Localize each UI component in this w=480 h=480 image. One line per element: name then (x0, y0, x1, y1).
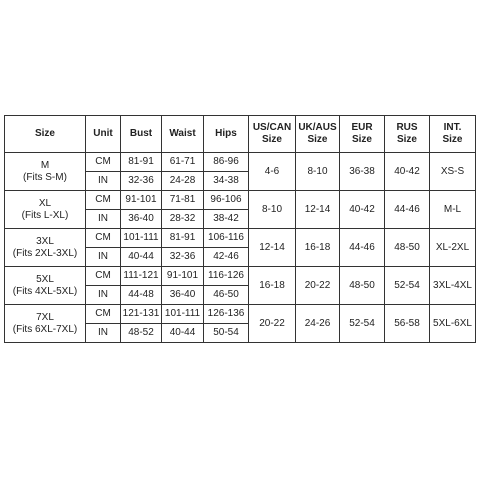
waist-cell: 36-40 (162, 286, 204, 305)
size-chart-table (4, 115, 476, 343)
hips-cell: 96-106 (204, 191, 249, 210)
size-fits: (Fits S-M) (23, 171, 67, 183)
waist-cell: 101-111 (162, 305, 204, 324)
rus-size-cell: 48-50 (385, 229, 430, 267)
size-name: XL (38, 197, 52, 209)
header-unit (86, 116, 121, 153)
bust-cell: 44-48 (121, 286, 162, 305)
bust-cell: 121-131 (121, 305, 162, 324)
us-can-size-cell: 12-14 (249, 229, 296, 267)
header-unit-line: Unit (93, 128, 113, 139)
hips-cell: 38-42 (204, 210, 249, 229)
rus-size-cell: 44-46 (385, 191, 430, 229)
header-waist-line: Waist (169, 128, 196, 139)
waist-cell: 91-101 (162, 267, 204, 286)
header-eur-size-line: EUR (351, 122, 373, 133)
eur-size-cell: 52-54 (340, 305, 385, 343)
size-fits: (Fits 2XL-3XL) (12, 247, 78, 259)
int-size-cell: M-L (430, 191, 476, 229)
header-rus-size-line: Size (396, 134, 417, 145)
bust-cell: 48-52 (121, 324, 162, 343)
header-rus-size-line: RUS (396, 122, 418, 133)
table-row (5, 191, 476, 210)
header-eur-size (340, 116, 385, 153)
uk-aus-size-cell: 16-18 (296, 229, 340, 267)
size-label-cell (5, 229, 86, 267)
bust-cell: 101-111 (121, 229, 162, 248)
header-us-can-size-line: US/CAN (252, 122, 292, 133)
us-can-size-cell: 4-6 (249, 153, 296, 191)
header-int-size-line: INT. (443, 122, 462, 133)
unit-cell: IN (86, 210, 121, 229)
header-uk-aus-size (296, 116, 340, 153)
hips-cell: 42-46 (204, 248, 249, 267)
int-size-cell: XS-S (430, 153, 476, 191)
table-row (5, 267, 476, 286)
int-size-cell: 3XL-4XL (430, 267, 476, 305)
size-name: M (40, 159, 50, 171)
bust-cell: 40-44 (121, 248, 162, 267)
waist-cell: 81-91 (162, 229, 204, 248)
header-rus-size (385, 116, 430, 153)
hips-cell: 86-96 (204, 153, 249, 172)
rus-size-cell: 40-42 (385, 153, 430, 191)
size-name: 5XL (36, 273, 54, 285)
header-size-line: Size (34, 128, 55, 139)
uk-aus-size-cell: 12-14 (296, 191, 340, 229)
size-fits: (Fits 6XL-7XL) (12, 323, 78, 335)
waist-cell: 32-36 (162, 248, 204, 267)
size-name: 3XL (36, 235, 54, 247)
uk-aus-size-cell: 8-10 (296, 153, 340, 191)
size-label-cell (5, 267, 86, 305)
hips-cell: 106-116 (204, 229, 249, 248)
eur-size-cell: 36-38 (340, 153, 385, 191)
unit-cell: IN (86, 248, 121, 267)
hips-cell: 34-38 (204, 172, 249, 191)
header-eur-size-line: Size (351, 134, 372, 145)
hips-cell: 46-50 (204, 286, 249, 305)
table-row (5, 229, 476, 248)
eur-size-cell: 44-46 (340, 229, 385, 267)
bust-cell: 81-91 (121, 153, 162, 172)
us-can-size-cell: 8-10 (249, 191, 296, 229)
waist-cell: 61-71 (162, 153, 204, 172)
eur-size-cell: 40-42 (340, 191, 385, 229)
unit-cell: CM (86, 153, 121, 172)
unit-cell: IN (86, 324, 121, 343)
header-waist (162, 116, 204, 153)
uk-aus-size-cell: 20-22 (296, 267, 340, 305)
waist-cell: 28-32 (162, 210, 204, 229)
hips-cell: 126-136 (204, 305, 249, 324)
size-fits: (Fits 4XL-5XL) (12, 285, 78, 297)
chart-body (5, 153, 476, 343)
bust-cell: 36-40 (121, 210, 162, 229)
bust-cell: 32-36 (121, 172, 162, 191)
table-row (5, 153, 476, 172)
header-int-size-line: Size (442, 134, 463, 145)
rus-size-cell: 56-58 (385, 305, 430, 343)
unit-cell: IN (86, 286, 121, 305)
unit-cell: CM (86, 305, 121, 324)
size-label-cell (5, 153, 86, 191)
header-bust-line: Bust (129, 128, 153, 139)
waist-cell: 24-28 (162, 172, 204, 191)
header-us-can-size (249, 116, 296, 153)
unit-cell: CM (86, 191, 121, 210)
hips-cell: 116-126 (204, 267, 249, 286)
header-bust (121, 116, 162, 153)
table-row (5, 305, 476, 324)
header-uk-aus-size-line: UK/AUS (298, 122, 337, 133)
header-uk-aus-size-line: Size (307, 134, 328, 145)
header-row (5, 116, 476, 153)
us-can-size-cell: 20-22 (249, 305, 296, 343)
uk-aus-size-cell: 24-26 (296, 305, 340, 343)
us-can-size-cell: 16-18 (249, 267, 296, 305)
header-hips-line: Hips (215, 128, 237, 139)
header-hips (204, 116, 249, 153)
waist-cell: 40-44 (162, 324, 204, 343)
unit-cell: CM (86, 229, 121, 248)
bust-cell: 91-101 (121, 191, 162, 210)
size-fits: (Fits L-XL) (21, 209, 69, 221)
header-size (5, 116, 86, 153)
waist-cell: 71-81 (162, 191, 204, 210)
header-int-size (430, 116, 476, 153)
hips-cell: 50-54 (204, 324, 249, 343)
int-size-cell: 5XL-6XL (430, 305, 476, 343)
eur-size-cell: 48-50 (340, 267, 385, 305)
unit-cell: CM (86, 267, 121, 286)
rus-size-cell: 52-54 (385, 267, 430, 305)
size-label-cell (5, 305, 86, 343)
int-size-cell: XL-2XL (430, 229, 476, 267)
size-name: 7XL (36, 311, 54, 323)
header-us-can-size-line: Size (261, 134, 282, 145)
bust-cell: 111-121 (121, 267, 162, 286)
unit-cell: IN (86, 172, 121, 191)
size-label-cell (5, 191, 86, 229)
